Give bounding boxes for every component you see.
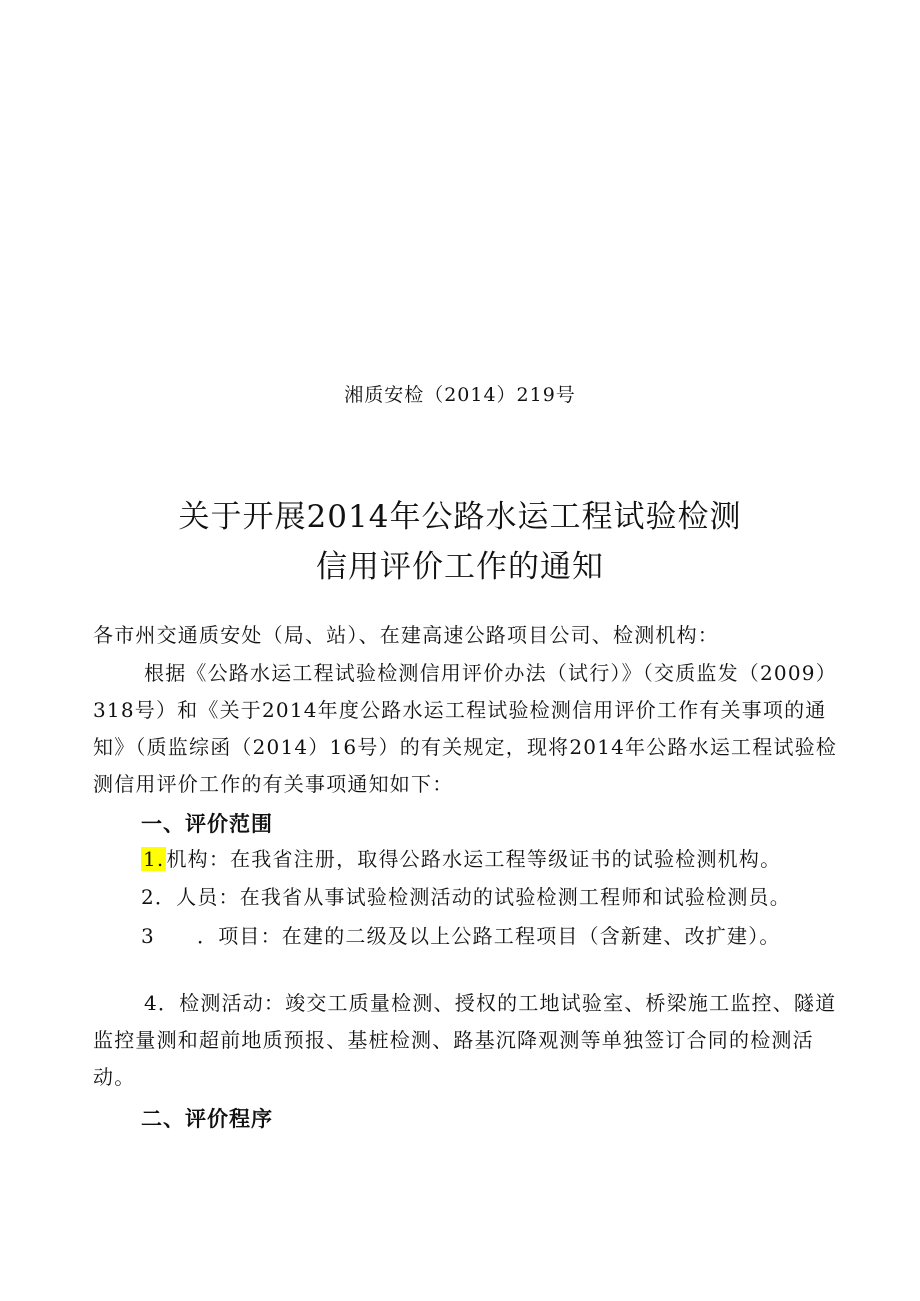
list-item-personnel: 2．人员：在我省从事试验检测活动的试验检测工程师和试验检测员。: [141, 885, 791, 909]
intro-paragraph: 根据《公路水运工程试验检测信用评价办法（试行）》（交质监发（2009）318号）和《关于2014年度公路水运工程试验检测信用评价工作有关事项的通知》（质监综函（2014）16号）的有关规定，现将2014年公路水运工程试验检测信用评价工作的有关事项通知如下：: [93, 661, 838, 796]
document-number: 湘质安检（2014）219号: [344, 384, 576, 406]
list-item-text: 机构：在我省注册，取得公路水运工程等级证书的试验检测机构。: [166, 847, 782, 871]
salutation: 各市州交通质安处（局、站）、在建高速公路项目公司、检测机构：: [93, 623, 719, 647]
title-line-2: 信用评价工作的通知: [316, 549, 604, 585]
section-heading-procedure: 二、评价程序: [141, 1107, 273, 1131]
list-item-institution: [141, 843, 781, 872]
section-heading-scope: 一、评价范围: [141, 812, 273, 836]
list-item-text: ．项目：在建的二级及以上公路工程项目（含新建、改扩建）。: [197, 924, 781, 948]
item-number: 3: [141, 924, 155, 948]
title-line-1: 关于开展2014年公路水运工程试验检测: [178, 499, 742, 535]
document-title: [0, 492, 920, 592]
list-item-project: [141, 920, 781, 949]
list-item-testing-activities: 4．检测活动：竣交工质量检测、授权的工地试验室、桥梁施工监控、隧道监控量测和超前地质预报、基桩检测、路基沉降观测等单独签订合同的检测活动。: [93, 991, 837, 1089]
highlighted-item-number: 1.: [143, 847, 165, 871]
